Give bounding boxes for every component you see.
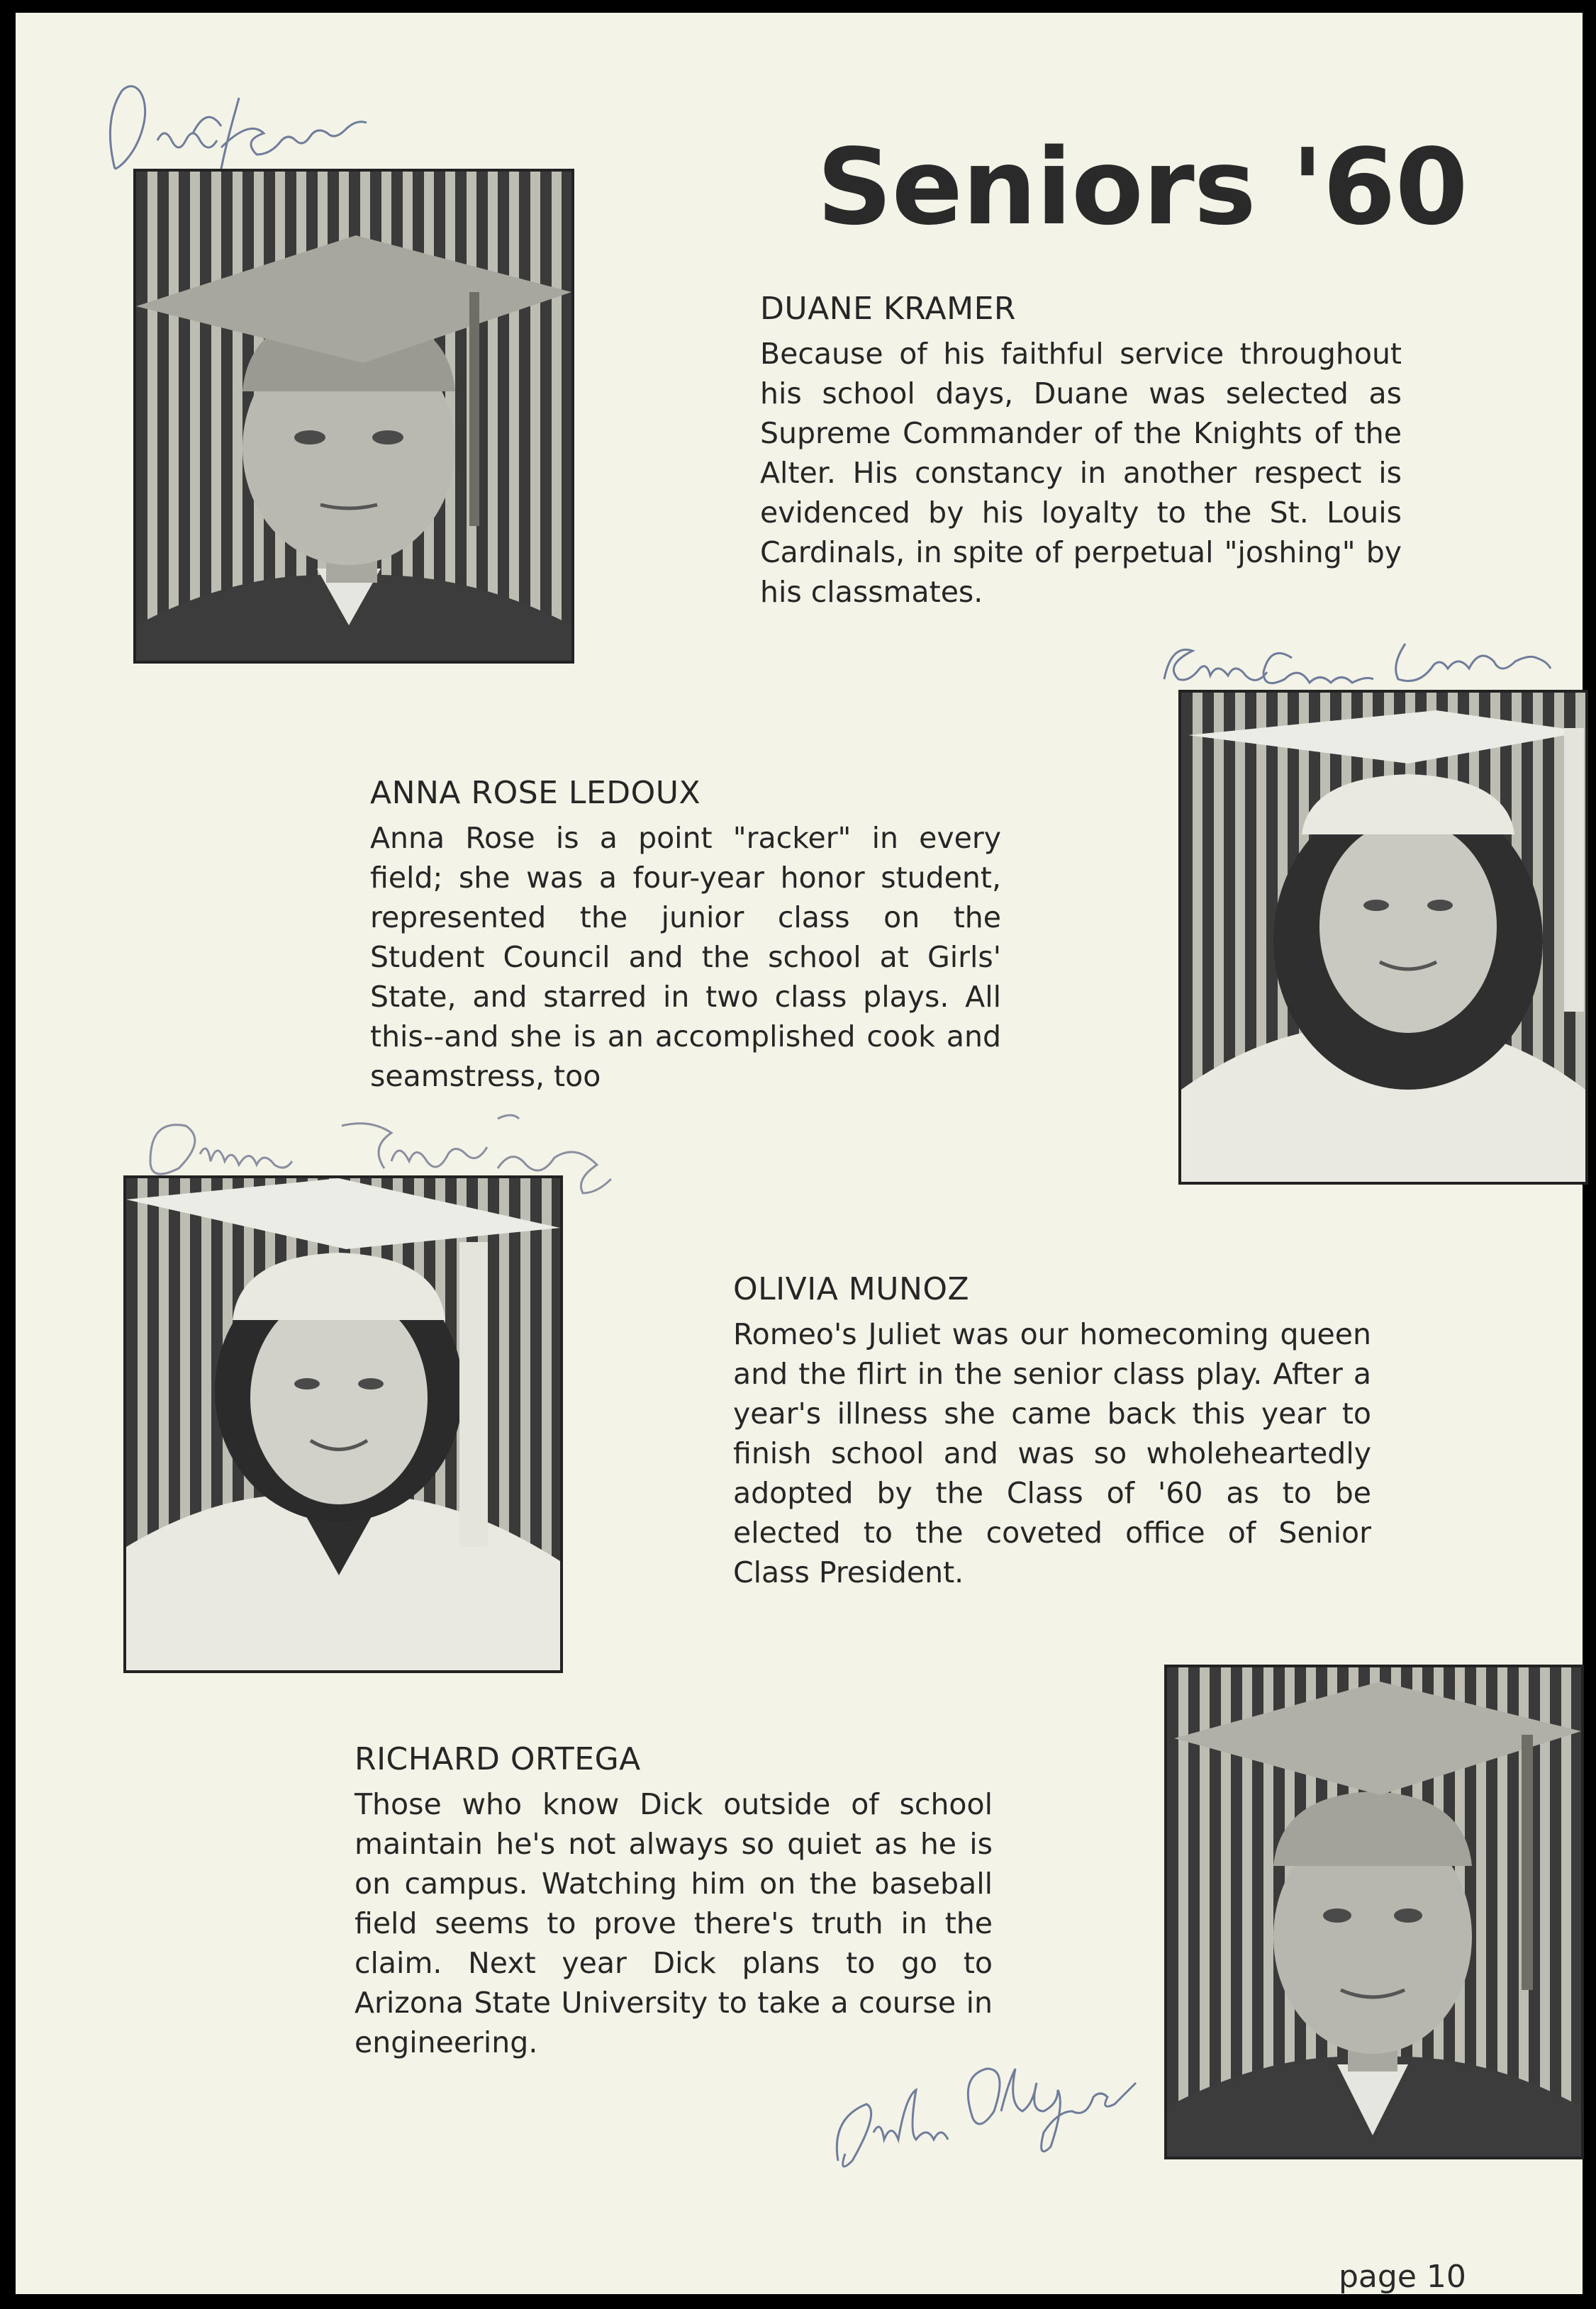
entry-name: OLIVIA MUNOZ bbox=[733, 1271, 970, 1307]
portrait-anna-rose-ledoux bbox=[1181, 693, 1585, 1182]
entry-duane-kramer bbox=[760, 291, 1402, 612]
photo-duane-kramer bbox=[133, 169, 574, 664]
entry-name: ANNA ROSE LEDOUX bbox=[370, 775, 701, 811]
entry-name: DUANE KRAMER bbox=[760, 291, 1016, 327]
yearbook-page bbox=[16, 13, 1583, 2294]
entry-bio: Because of his faithful service throughout his school days, Duane was selected as Supreme Commander of the Knights of the Alter. His constancy in another respect is evidenced by his loyalty to the St. Louis Cardinals, in spite of perpetual "joshing" by his classmates. bbox=[760, 337, 1402, 609]
entry-bio: Romeo's Juliet was our homecoming queen and the flirt in the senior class play. After a year's illness she came back this year to finish school and was so wholeheartedly adopted by the Class of '60 as to be elected to the coveted office of Senior Class President. bbox=[733, 1317, 1371, 1589]
photo-olivia-munoz bbox=[123, 1175, 563, 1673]
photo-anna-rose-ledoux bbox=[1178, 690, 1588, 1185]
entry-olivia-munoz bbox=[733, 1271, 1371, 1592]
portrait-richard-ortega bbox=[1167, 1667, 1581, 2157]
portrait-duane-kramer bbox=[136, 172, 571, 661]
portrait-olivia-munoz bbox=[126, 1178, 560, 1670]
page-title: Seniors '60 bbox=[817, 126, 1468, 248]
entry-name: RICHARD ORTEGA bbox=[355, 1741, 641, 1777]
entry-richard-ortega bbox=[355, 1741, 993, 2062]
signature-duane-kramer bbox=[87, 55, 413, 183]
entry-bio: Those who know Dick outside of school maintain he's not always so quiet as he is on campus. Watching him on the baseball field seems to prove there's truth in the claim. Next year Dick plans to go to Arizona State University to take a course in engineering. bbox=[355, 1787, 993, 2059]
page-number: page 10 bbox=[1339, 2259, 1466, 2295]
entry-bio: Anna Rose is a point "racker" in every field; she was a four-year honor student, represented the junior class on the Student Council and the school at Girls' State, and starred in two class plays. All this--and she is an accomplished cook and seamstress, too bbox=[370, 821, 1001, 1093]
photo-richard-ortega bbox=[1164, 1665, 1584, 2159]
entry-anna-rose-ledoux bbox=[370, 775, 1001, 1096]
signature-richard-ortega bbox=[817, 2040, 1171, 2182]
